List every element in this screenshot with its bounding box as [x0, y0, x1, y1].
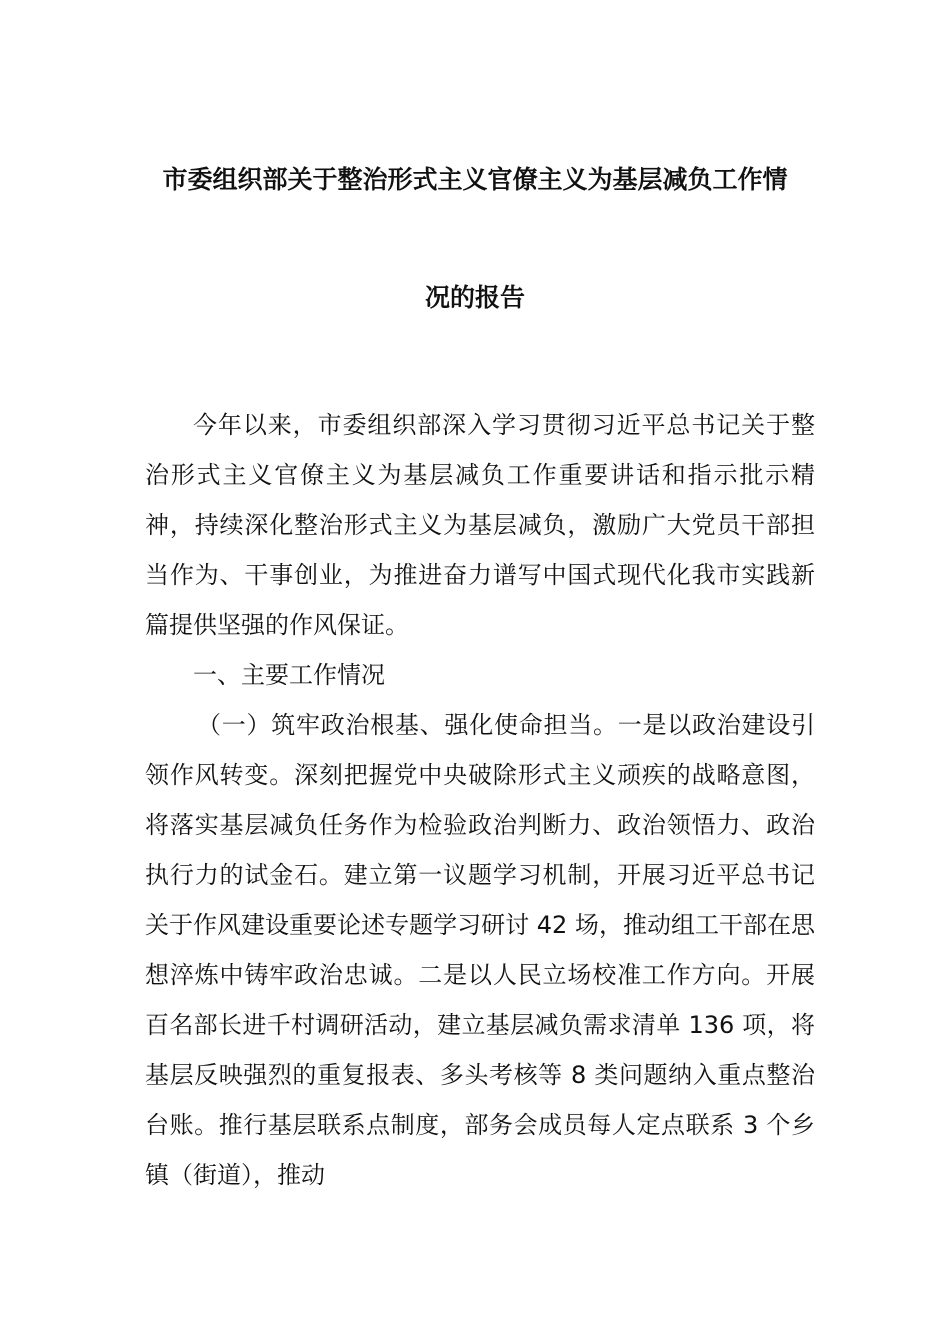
document-title-line-2: 况的报告: [424, 283, 525, 312]
document-title-line-1: 市委组织部关于整治形式主义官僚主义为基层减负工作情: [162, 165, 788, 194]
subsection-paragraph: （一）筑牢政治根基、强化使命担当。一是以政治建设引领作风转变。深刻把握党中央破除形式主义顽疾的战略意图，将落实基层减负任务作为检验政治判断力、政治领悟力、政治执行力的试金石。建立第一议题学习机制，开展习近平总书记关于作风建设重要论述专题学习研讨 42 场，推动组工干部在思想淬炼中铸牢政治忠诚。二是以人民立场校准工作方向。开展百名部长进千村调研活动，建立基层减负需求清单 136 项，将基层反映强烈的重复报表、多头考核等 8 类问题纳入重点整治台账。推行基层联系点制度，部务会成员每人定点联系 3 个乡镇（街道），推动: [145, 711, 815, 1189]
intro-paragraph: 今年以来，市委组织部深入学习贯彻习近平总书记关于整治形式主义官僚主义为基层减负工作重要讲话和指示批示精神，持续深化整治形式主义为基层减负，激励广大党员干部担当作为、干事创业，为推进奋力谱写中国式现代化我市实践新篇提供坚强的作风保证。: [145, 411, 815, 639]
section-heading: 一、主要工作情况: [193, 661, 385, 689]
document-body: [145, 400, 815, 1200]
